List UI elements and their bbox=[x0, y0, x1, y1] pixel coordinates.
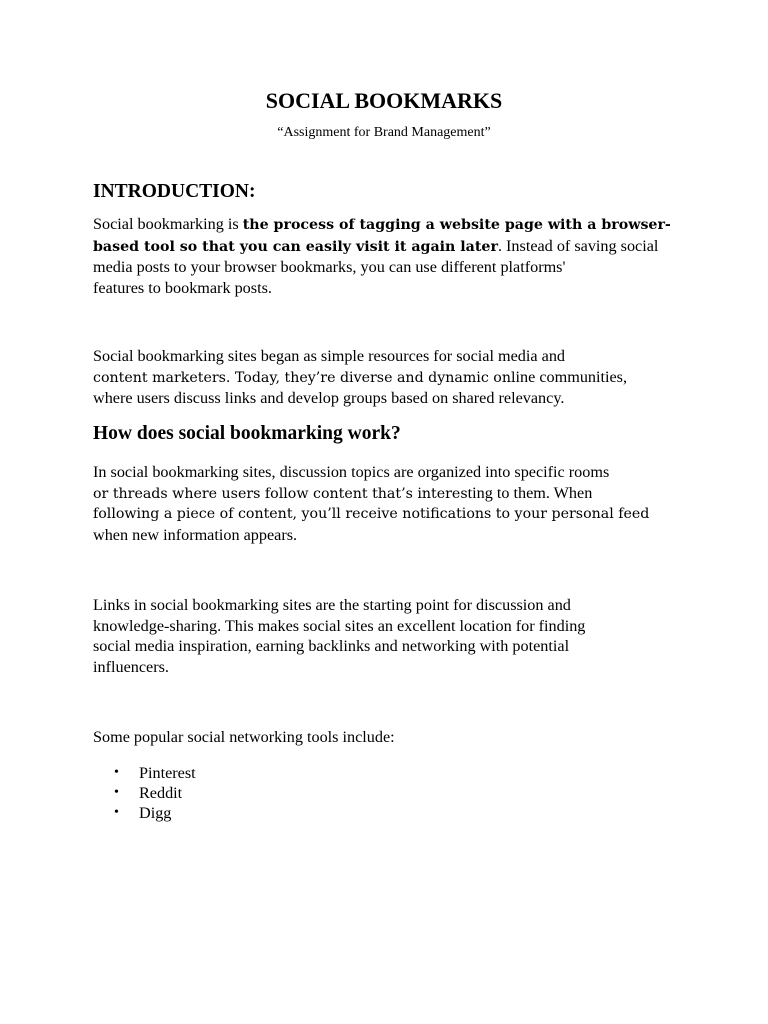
list-item bbox=[93, 783, 196, 803]
paragraph-line: features to bookmark posts. bbox=[93, 278, 272, 297]
text-run: ine communities, bbox=[515, 367, 628, 386]
paragraph-line: Social bookmarking sites began as simple resources for social media and bbox=[93, 347, 566, 365]
text-run: content marketers. Today, they’re diverse and dynamic onl bbox=[93, 369, 516, 386]
list-item bbox=[93, 763, 196, 783]
bullet-icon: • bbox=[114, 805, 119, 820]
list-item-label: Reddit bbox=[139, 784, 183, 802]
list-item-label: Pinterest bbox=[139, 764, 196, 782]
paragraph-line: following a piece of content, you’ll receive notifications to your personal feed bbox=[93, 506, 650, 522]
links-paragraph bbox=[93, 595, 683, 677]
paragraph-line: media posts to your browser bookmarks, you can use different platforms' bbox=[93, 258, 566, 276]
paragraph-line bbox=[93, 483, 683, 505]
how-it-works-paragraph bbox=[93, 462, 683, 545]
paragraph-line: In social bookmarking sites, discussion topics are organized into specific rooms bbox=[93, 463, 610, 481]
page-subtitle: “Assignment for Brand Management” bbox=[277, 125, 491, 140]
paragraph-line bbox=[93, 367, 683, 389]
bullet-icon: • bbox=[114, 785, 119, 800]
introduction-paragraph bbox=[93, 214, 683, 298]
how-it-works-heading: How does social bookmarking work? bbox=[93, 423, 401, 444]
emphasis-text: the process of tagging a website page with a browser- bbox=[242, 217, 671, 233]
paragraph-line: where users discuss links and develop groups based on shared relevancy. bbox=[93, 389, 565, 407]
paragraph-line: influencers. bbox=[93, 657, 169, 676]
list-item bbox=[93, 803, 196, 823]
paragraph-line: when new information appears. bbox=[93, 525, 298, 544]
paragraph-line: Links in social bookmarking sites are the starting point for discussion and bbox=[93, 596, 571, 614]
text-run: ting to them. When bbox=[467, 483, 593, 502]
text-run: or threads where users follow content that’s interes bbox=[93, 485, 468, 502]
introduction-heading: INTRODUCTION: bbox=[93, 181, 256, 202]
bullet-icon: • bbox=[114, 765, 119, 780]
emphasis-text: based tool so that you can easily visit it again later bbox=[93, 238, 498, 255]
paragraph-line bbox=[93, 236, 683, 258]
text-run: Social bookmarking is bbox=[93, 215, 243, 233]
tools-list bbox=[93, 763, 196, 823]
paragraph-line: knowledge-sharing. This makes social sites an excellent location for finding bbox=[93, 616, 586, 635]
page-title: SOCIAL BOOKMARKS bbox=[265, 88, 503, 113]
history-paragraph bbox=[93, 346, 683, 409]
text-run: . Instead of saving social bbox=[497, 236, 659, 255]
list-item-label: Digg bbox=[139, 804, 172, 822]
tools-intro: Some popular social networking tools include: bbox=[93, 728, 395, 746]
paragraph-line bbox=[93, 214, 683, 236]
paragraph-line: social media inspiration, earning backlinks and networking with potential bbox=[93, 637, 570, 655]
